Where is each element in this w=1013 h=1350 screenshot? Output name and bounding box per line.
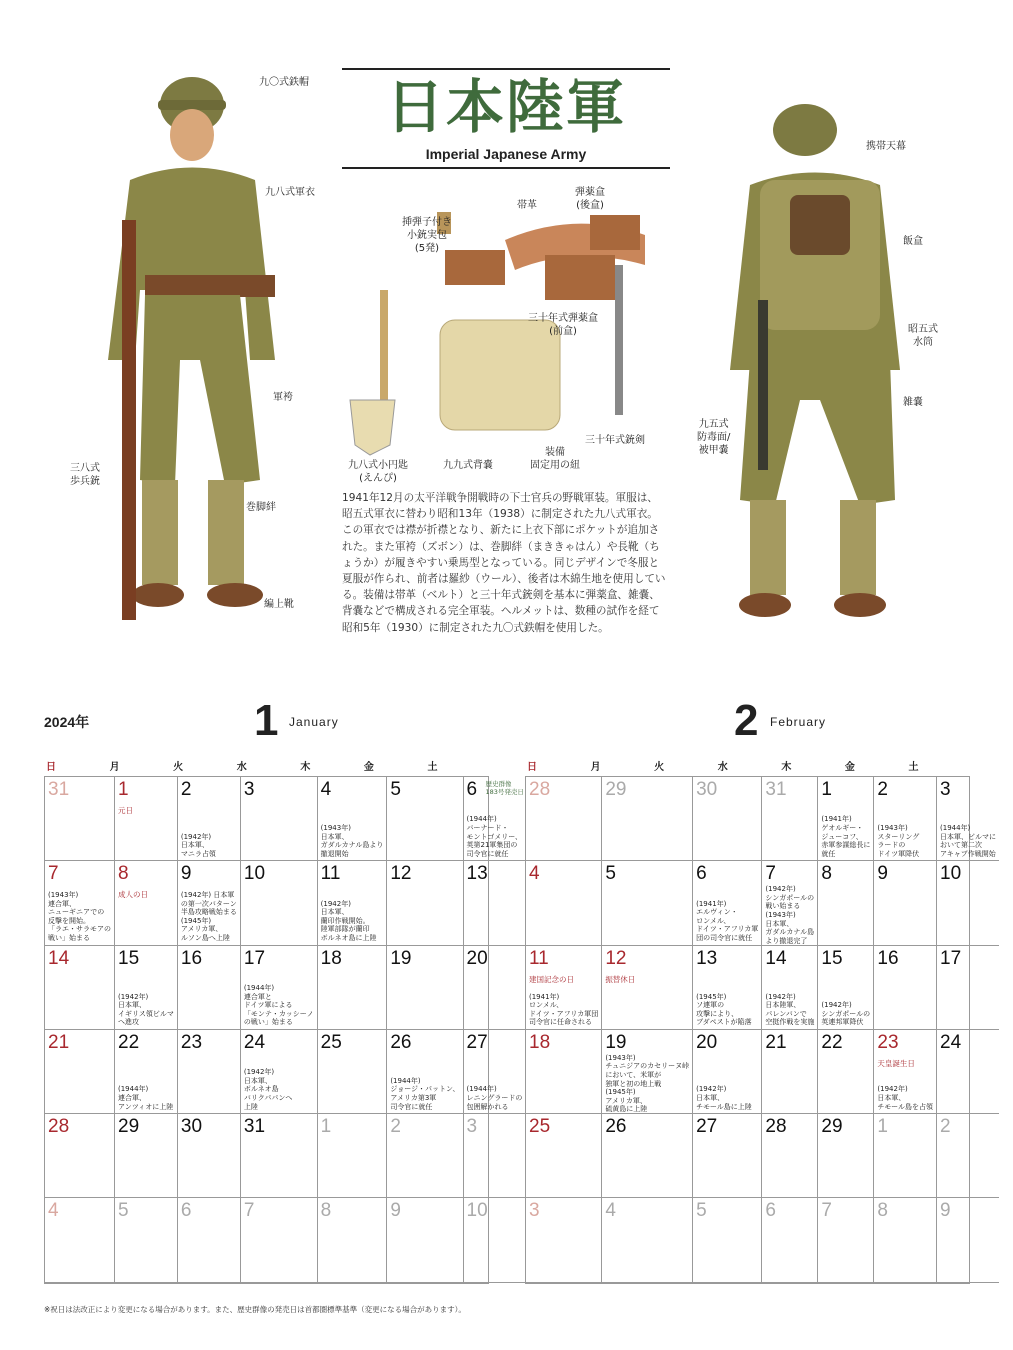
label-helmet: 九〇式鉄帽 <box>259 77 309 88</box>
day-number: 17 <box>243 947 266 969</box>
day-number: 14 <box>48 947 70 969</box>
month-number-jan: 1 <box>254 696 279 745</box>
day-number: 4 <box>529 863 540 885</box>
day-cell <box>874 946 937 1030</box>
day-number: 2 <box>877 779 888 800</box>
day-cell <box>178 1114 241 1198</box>
day-number: 20 <box>466 947 488 969</box>
day-number: 8 <box>877 1200 888 1222</box>
holiday-label: 元日 <box>118 806 133 815</box>
day-cell <box>602 1030 693 1114</box>
history-note: (1942年) 日本軍 の第一次バターン 半島攻略戦始まる (1945年) アメリカ軍、 ルソン島へ上陸 <box>180 891 237 942</box>
label-bayonet: 三十年式銃剣 <box>585 435 645 446</box>
day-number: 2 <box>940 1116 951 1138</box>
day-number: 12 <box>605 947 627 969</box>
footnote: ※祝日は法改正により変更になる場合があります。また、歴史群像の発売日は首都圏標準基準（変更になる場合があります）。 <box>44 1305 466 1314</box>
day-cell <box>45 1030 115 1114</box>
day-number: 31 <box>765 779 787 800</box>
history-note: (1942年) 日本軍、 蘭印作戦開始。 陸軍部隊が蘭印 ボルネオ島に上陸 <box>320 899 377 942</box>
weekday-label: 土 <box>427 762 438 773</box>
day-cell <box>318 861 388 945</box>
label-trousers: 軍袴 <box>273 392 293 403</box>
day-number: 3 <box>243 779 255 800</box>
day-cell <box>464 1198 526 1282</box>
day-number: 21 <box>48 1031 70 1053</box>
day-cell <box>45 861 115 945</box>
history-note: (1942年) 日本軍、 ボルネオ島 バリクパパンへ 上陸 <box>243 1068 293 1111</box>
day-cell <box>526 1114 602 1198</box>
day-cell <box>387 1114 463 1198</box>
day-cell <box>526 1030 602 1114</box>
history-note: (1943年) 日本軍、 ガダルカナル島より 撤退開始 <box>320 823 384 858</box>
day-cell <box>115 946 178 1030</box>
day-cell <box>178 1198 241 1282</box>
day-number: 20 <box>696 1031 718 1053</box>
label-gasmask: 九五式 防毒面/ 被甲嚢 <box>697 419 731 456</box>
label-backpack: 九九式背嚢 <box>443 460 493 471</box>
day-cell <box>318 946 388 1030</box>
day-number: 28 <box>529 779 551 800</box>
day-number: 21 <box>765 1031 787 1053</box>
label-cartridges: 挿弾子付き 小銃実包 (5発) <box>402 217 452 254</box>
day-number: 4 <box>48 1200 59 1222</box>
year-label: 2024年 <box>44 714 90 730</box>
calendar-grid <box>44 776 524 1284</box>
label-rifle: 三八式 歩兵銃 <box>70 463 100 487</box>
day-cell <box>762 1030 818 1114</box>
day-number: 1 <box>821 779 832 800</box>
day-cell <box>178 946 241 1030</box>
day-cell <box>115 1198 178 1282</box>
weekday-label: 火 <box>654 762 665 773</box>
day-cell <box>178 861 241 945</box>
label-straps: 装備 固定用の紐 <box>530 447 580 471</box>
day-number: 22 <box>118 1031 140 1053</box>
day-number: 19 <box>605 1031 627 1053</box>
calendar-february <box>525 758 997 1284</box>
day-cell <box>464 1030 526 1114</box>
day-cell <box>464 777 526 861</box>
day-number: 7 <box>243 1200 255 1222</box>
label-rear-pouch: 弾薬盒 (後盒) <box>575 187 605 211</box>
day-cell <box>818 1114 874 1198</box>
history-note: (1944年) 日本軍、ビルマに おいて第二次 アキャブ作戦開始 <box>940 823 997 858</box>
day-number: 11 <box>529 947 549 969</box>
day-number: 5 <box>390 779 401 800</box>
day-cell <box>762 777 818 861</box>
weekday-label: 木 <box>300 762 311 773</box>
label-belt: 帯革 <box>517 200 537 211</box>
day-number: 26 <box>605 1116 627 1138</box>
weekday-label: 土 <box>908 762 919 773</box>
day-number: 8 <box>118 863 129 885</box>
day-cell <box>241 946 318 1030</box>
day-number: 14 <box>765 947 787 969</box>
history-note: (1942年) 日本陸軍、 パレンバンで 空挺作戦を実施 <box>765 992 815 1027</box>
history-note: (1941年) ロンメル、 ドイツ・アフリカ軍団 司令官に任命される <box>529 992 599 1027</box>
day-number: 31 <box>243 1116 266 1138</box>
day-number: 6 <box>466 779 478 800</box>
history-note: (1943年) スターリング ラードの ドイツ軍降伏 <box>877 823 920 858</box>
holiday-label: 振替休日 <box>605 974 636 984</box>
day-number: 7 <box>765 863 776 885</box>
day-cell <box>874 777 937 861</box>
label-front-pouch: 三十年式弾薬盒 (前盒) <box>528 313 598 337</box>
day-cell <box>45 946 115 1030</box>
calendar-grid <box>525 776 997 1284</box>
day-number: 29 <box>118 1116 140 1138</box>
holiday-label: 天皇誕生日 <box>877 1058 915 1068</box>
day-cell <box>318 1030 388 1114</box>
day-cell <box>45 1198 115 1282</box>
month-name-jan: January <box>289 715 339 729</box>
day-number: 15 <box>821 947 843 969</box>
day-number: 7 <box>821 1200 832 1222</box>
day-number: 9 <box>877 863 888 885</box>
day-cell <box>693 1198 762 1282</box>
day-cell <box>874 1114 937 1198</box>
day-number: 10 <box>466 1200 488 1222</box>
day-number: 5 <box>696 1200 707 1222</box>
day-cell <box>937 946 999 1030</box>
day-cell <box>387 777 463 861</box>
weekday-label: 水 <box>236 762 247 773</box>
day-cell <box>464 946 526 1030</box>
weekday-label: 木 <box>781 762 792 773</box>
day-cell <box>178 1030 241 1114</box>
day-number: 1 <box>877 1116 888 1138</box>
day-cell <box>115 777 178 861</box>
day-cell <box>693 1030 762 1114</box>
day-number: 16 <box>877 947 899 969</box>
day-number: 3 <box>940 779 951 800</box>
day-number: 7 <box>48 863 59 885</box>
day-number: 10 <box>243 863 266 885</box>
history-note: (1942年) 日本軍、 チモール島に上陸 <box>696 1085 752 1111</box>
label-tent: 携帯天幕 <box>866 141 906 152</box>
label-boots: 編上靴 <box>264 599 294 610</box>
day-number: 24 <box>243 1031 266 1053</box>
day-number: 8 <box>821 863 832 885</box>
day-number: 1 <box>320 1116 332 1138</box>
day-number: 24 <box>940 1031 962 1053</box>
label-tunic: 九八式軍衣 <box>265 187 315 198</box>
day-number: 23 <box>877 1031 899 1053</box>
day-cell <box>318 1114 388 1198</box>
day-number: 3 <box>529 1200 540 1222</box>
day-cell <box>762 861 818 945</box>
day-number: 3 <box>466 1116 478 1138</box>
day-cell <box>602 777 693 861</box>
day-number: 29 <box>605 779 627 800</box>
day-cell <box>937 1198 999 1282</box>
day-number: 28 <box>765 1116 787 1138</box>
day-number: 18 <box>320 947 342 969</box>
day-number: 16 <box>180 947 203 969</box>
history-note: (1942年) 日本軍、 マニラ占領 <box>180 832 216 858</box>
history-note: (1943年) 連合軍、 ニューギニアでの 反撃を開始。 「ラエ・サラモアの 戦い」始まる <box>48 891 111 942</box>
day-cell <box>602 1198 693 1282</box>
day-cell <box>387 1030 463 1114</box>
day-cell <box>318 777 388 861</box>
history-note: (1942年) シンガポールの 戦い始まる (1943年) 日本軍、 ガダルカナル島 より撤退完了 <box>765 885 815 945</box>
day-number: 6 <box>180 1200 192 1222</box>
day-cell <box>693 946 762 1030</box>
day-number: 5 <box>118 1200 129 1222</box>
day-number: 27 <box>696 1116 718 1138</box>
day-number: 22 <box>821 1031 843 1053</box>
day-number: 2 <box>390 1116 401 1138</box>
history-note: (1941年) ゲオルギー・ ジューコフ、 赤軍参謀総長に 就任 <box>821 815 871 858</box>
day-cell <box>241 1198 318 1282</box>
day-number: 9 <box>390 1200 401 1222</box>
day-cell <box>526 1198 602 1282</box>
weekday-label: 月 <box>109 762 120 773</box>
weekday-label: 日 <box>527 762 537 773</box>
day-cell <box>693 777 762 861</box>
day-cell <box>387 1198 463 1282</box>
day-number: 30 <box>180 1116 203 1138</box>
day-cell <box>818 1030 874 1114</box>
day-cell <box>762 1198 818 1282</box>
day-number: 5 <box>605 863 616 885</box>
day-cell <box>526 777 602 861</box>
day-number: 25 <box>320 1031 342 1053</box>
day-cell <box>602 861 693 945</box>
day-cell <box>874 1198 937 1282</box>
day-cell <box>45 1114 115 1198</box>
day-cell <box>762 946 818 1030</box>
weekday-label: 日 <box>46 762 56 773</box>
page-title: 日本陸軍 <box>385 73 626 141</box>
front-soldier-illustration <box>60 60 300 630</box>
history-note: (1941年) エルヴィン・ ロンメル、 ドイツ・アフリカ軍 団の司令官に就任 <box>696 899 759 942</box>
day-number: 6 <box>765 1200 776 1222</box>
release-note: 歴史群像 183号発売日 <box>485 780 524 796</box>
day-cell <box>464 1114 526 1198</box>
history-note: (1943年) チュニジアのカセリーヌ峠 において、米軍が 独軍と初の地上戦 (1945年) アメリカ軍、 硫黄島に上陸 <box>605 1053 690 1114</box>
day-number: 19 <box>390 947 412 969</box>
history-note: (1942年) シンガポールの 英連邦軍降伏 <box>821 1001 871 1027</box>
day-cell <box>115 1030 178 1114</box>
day-cell <box>241 1114 318 1198</box>
day-cell <box>387 861 463 945</box>
label-canteen: 昭五式 水筒 <box>908 324 938 348</box>
day-number: 9 <box>180 863 192 885</box>
day-cell <box>762 1114 818 1198</box>
day-cell <box>818 861 874 945</box>
history-note: (1945年) ソ連軍の 攻撃により、 ブダペストが陥落 <box>696 992 752 1027</box>
description-text: 1941年12月の太平洋戦争開戦時の下士官兵の野戦軍装。軍服は、昭五式軍衣に替わり昭和13年（1938）に制定された九八式軍衣。この軍衣では襟が折襟となり、新たに上衣下部にポケットが追加された。また軍袴（ズボン）は、巻脚絆（まききゃはん）や長靴（ちょうか）が履きやすい乗馬型となっている。同じデザインで冬服と夏服が作られ、前者は羅紗（ウール）、後者は木綿生地を使用している。装備は帯革（ベルト）と三十年式銃剣を基本に弾薬盒、雑嚢、背嚢などで構成される完全軍装。ヘルメットは、数種の試作を経て昭和5年（1930）に制定された九〇式鉄帽を使用した。 <box>342 492 666 634</box>
weekday-label: 金 <box>844 762 855 773</box>
weekday-label: 水 <box>717 762 728 773</box>
day-number: 23 <box>180 1031 203 1053</box>
day-cell <box>241 1030 318 1114</box>
day-number: 28 <box>48 1116 70 1138</box>
history-note: (1944年) バーナード・ モントゴメリー、 英第21軍集団の 司令官に就任 <box>466 815 522 858</box>
day-number: 9 <box>940 1200 951 1222</box>
title-block <box>342 68 670 169</box>
weekday-label: 金 <box>363 762 374 773</box>
day-cell <box>937 1114 999 1198</box>
day-cell <box>115 1114 178 1198</box>
day-number: 6 <box>696 863 707 885</box>
day-cell <box>45 777 115 861</box>
holiday-label: 成人の日 <box>118 890 148 900</box>
history-note: (1944年) レニングラードの 包囲解かれる <box>466 1085 523 1111</box>
day-number: 27 <box>466 1031 488 1053</box>
day-number: 8 <box>320 1200 332 1222</box>
label-shovel: 九八式小円匙 (えんぴ) <box>348 460 408 484</box>
day-cell <box>874 1030 937 1114</box>
weekday-label: 月 <box>590 762 601 773</box>
day-cell <box>693 861 762 945</box>
weekday-header <box>525 758 970 776</box>
day-cell <box>818 946 874 1030</box>
day-cell <box>937 777 999 861</box>
day-cell <box>318 1198 388 1282</box>
day-number: 13 <box>466 863 488 885</box>
month-number-feb: 2 <box>734 696 759 745</box>
day-number: 29 <box>821 1116 843 1138</box>
day-number: 2 <box>180 779 192 800</box>
history-note: (1944年) 連合軍と ドイツ軍による 「モンテ・カッシーノ の戦い」始まる <box>243 983 314 1027</box>
day-number: 10 <box>940 863 962 885</box>
day-cell <box>464 861 526 945</box>
history-note: (1944年) 連合軍、 アンツィオに上陸 <box>118 1085 174 1111</box>
day-cell <box>526 861 602 945</box>
day-number: 4 <box>320 779 332 800</box>
day-cell <box>874 861 937 945</box>
day-cell <box>115 861 178 945</box>
day-cell <box>526 946 602 1030</box>
day-cell <box>602 1114 693 1198</box>
label-puttees: 巻脚絆 <box>246 502 276 513</box>
holiday-label: 建国記念の日 <box>529 974 574 984</box>
label-mess-tin: 飯盒 <box>903 236 923 247</box>
day-number: 13 <box>696 947 718 969</box>
equipment-illustration <box>345 190 665 450</box>
day-cell <box>241 861 318 945</box>
weekday-label: 火 <box>173 762 184 773</box>
history-note: (1942年) 日本軍、 チモール島を占領 <box>877 1085 934 1111</box>
day-cell <box>602 946 693 1030</box>
day-number: 31 <box>48 779 70 800</box>
day-cell <box>937 1030 999 1114</box>
back-soldier-illustration <box>720 100 910 630</box>
history-note: (1944年) ジョージ・パットン、 アメリカ第3軍 司令官に就任 <box>390 1076 460 1111</box>
day-number: 15 <box>118 947 140 969</box>
day-cell <box>178 777 241 861</box>
day-cell <box>241 777 318 861</box>
calendar-january <box>44 758 524 1284</box>
day-number: 4 <box>605 1200 616 1222</box>
day-number: 30 <box>696 779 718 800</box>
day-number: 25 <box>529 1116 551 1138</box>
day-number: 17 <box>940 947 962 969</box>
month-name-feb: February <box>770 715 827 729</box>
day-number: 18 <box>529 1031 551 1053</box>
day-number: 11 <box>320 863 341 885</box>
weekday-header <box>44 758 489 776</box>
day-number: 26 <box>390 1031 412 1053</box>
day-cell <box>818 1198 874 1282</box>
page-subtitle: Imperial Japanese Army <box>425 146 587 162</box>
history-note: (1942年) 日本軍、 イギリス領ビルマ へ進攻 <box>118 992 174 1027</box>
day-number: 1 <box>118 779 129 800</box>
label-haversack: 雑嚢 <box>903 397 923 408</box>
day-cell <box>937 861 999 945</box>
day-cell <box>818 777 874 861</box>
day-cell <box>387 946 463 1030</box>
day-cell <box>693 1114 762 1198</box>
day-number: 12 <box>390 863 412 885</box>
